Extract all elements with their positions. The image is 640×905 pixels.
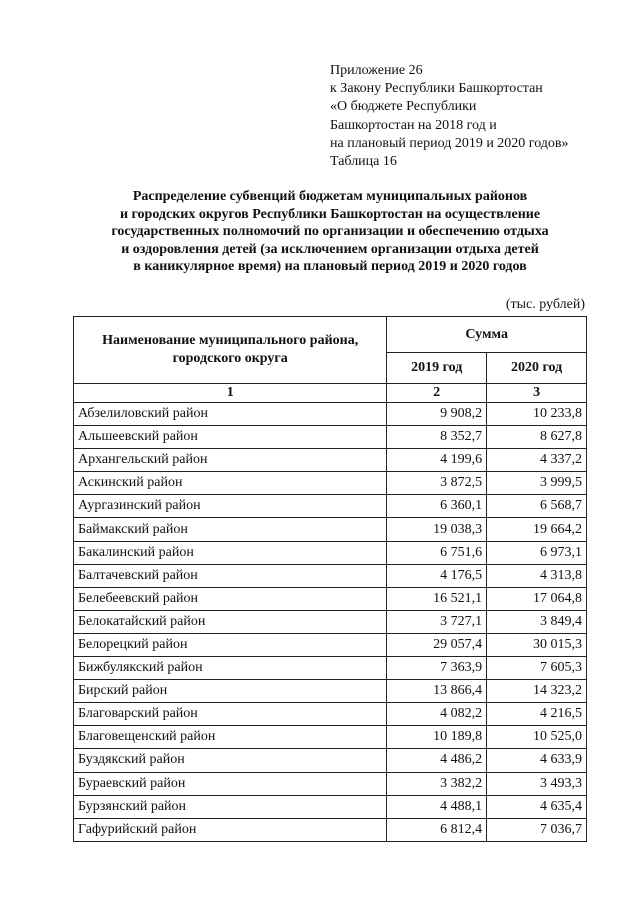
table-row: [74, 680, 587, 703]
table-row: [74, 587, 587, 610]
amount-2020-cell: 14 323,2: [487, 680, 587, 703]
amount-2019-cell: 4 488,1: [387, 795, 487, 818]
amount-2020-cell: 6 973,1: [487, 541, 587, 564]
amount-2020-cell: 10 233,8: [487, 403, 587, 426]
district-name-cell: Архангельский район: [74, 449, 387, 472]
amount-2020-cell: 19 664,2: [487, 518, 587, 541]
amount-2020-cell: 8 627,8: [487, 426, 587, 449]
amount-2020-cell: 30 015,3: [487, 633, 587, 656]
column-index: 3: [487, 384, 587, 403]
amount-2020-cell: 3 999,5: [487, 472, 587, 495]
annex-line: на плановый период 2019 и 2020 годов»: [330, 135, 569, 151]
amount-2019-cell: 4 082,2: [387, 703, 487, 726]
district-name-cell: Благоварский район: [74, 703, 387, 726]
amount-2020-cell: 4 216,5: [487, 703, 587, 726]
amount-2020-cell: 3 493,3: [487, 772, 587, 795]
title-line: и оздоровления детей (за исключением организации отдыха детей: [121, 241, 539, 257]
amount-2020-cell: 4 633,9: [487, 749, 587, 772]
district-name-cell: Белебеевский район: [74, 587, 387, 610]
table-row: [74, 795, 587, 818]
table-row: [74, 403, 587, 426]
amount-2020-cell: 10 525,0: [487, 726, 587, 749]
table-row: [74, 818, 587, 841]
district-name-cell: Аскинский район: [74, 472, 387, 495]
district-name-cell: Бирский район: [74, 680, 387, 703]
district-name-cell: Баймакский район: [74, 518, 387, 541]
district-name-cell: Бурзянский район: [74, 795, 387, 818]
table-row: [74, 749, 587, 772]
annex-line: к Закону Республики Башкортостан: [330, 81, 543, 97]
document-title: [60, 188, 600, 276]
column-index: 2: [387, 384, 487, 403]
table-row: [74, 633, 587, 656]
district-name-cell: Буздякский район: [74, 749, 387, 772]
district-name-cell: Бураевский район: [74, 772, 387, 795]
amount-2019-cell: 4 199,6: [387, 449, 487, 472]
column-index: 1: [74, 384, 387, 403]
amount-2019-cell: 3 872,5: [387, 472, 487, 495]
amount-2020-cell: 17 064,8: [487, 587, 587, 610]
column-header-2019: 2019 год: [387, 353, 487, 384]
amount-2019-cell: 6 751,6: [387, 541, 487, 564]
district-name-cell: Гафурийский район: [74, 818, 387, 841]
amount-2019-cell: 3 382,2: [387, 772, 487, 795]
title-line: и городских округов Республики Башкортостан на осуществление: [119, 206, 541, 222]
amount-2020-cell: 7 036,7: [487, 818, 587, 841]
title-line: Распределение субвенций бюджетам муниципальных районов: [132, 189, 528, 204]
amount-2020-cell: 6 568,7: [487, 495, 587, 518]
district-name-cell: Абзелиловский район: [74, 403, 387, 426]
district-name-cell: Альшеевский район: [74, 426, 387, 449]
annex-line: Таблица 16: [330, 154, 397, 170]
amount-2019-cell: 6 360,1: [387, 495, 487, 518]
column-header-2020: 2020 год: [487, 353, 587, 384]
table-row: [74, 564, 587, 587]
table-row: [74, 495, 587, 518]
amount-2020-cell: 4 337,2: [487, 449, 587, 472]
table-row: [74, 449, 587, 472]
table-row: [74, 610, 587, 633]
annex-line: Приложение 26: [330, 63, 423, 78]
column-header-name: Наименование муниципального района, городского округа: [74, 317, 387, 384]
table-row: [74, 541, 587, 564]
district-name-cell: Бижбулякский район: [74, 657, 387, 680]
amount-2020-cell: 4 313,8: [487, 564, 587, 587]
table-row: [74, 657, 587, 680]
subsidy-table: [73, 316, 587, 842]
table-body: [74, 403, 587, 842]
district-name-cell: Бакалинский район: [74, 541, 387, 564]
amount-2020-cell: 7 605,3: [487, 657, 587, 680]
amount-2019-cell: 8 352,7: [387, 426, 487, 449]
district-name-cell: Белорецкий район: [74, 633, 387, 656]
table-row: [74, 472, 587, 495]
amount-2019-cell: 19 038,3: [387, 518, 487, 541]
table-row: [74, 703, 587, 726]
amount-2019-cell: 3 727,1: [387, 610, 487, 633]
table-row: [74, 518, 587, 541]
annex-line: Башкортостан на 2018 год и: [330, 117, 497, 133]
annex-line: «О бюджете Республики: [330, 99, 477, 115]
amount-2019-cell: 10 189,8: [387, 726, 487, 749]
amount-2019-cell: 4 176,5: [387, 564, 487, 587]
amount-2019-cell: 7 363,9: [387, 657, 487, 680]
district-name-cell: Белокатайский район: [74, 610, 387, 633]
table-row: [74, 772, 587, 795]
table-row: [74, 726, 587, 749]
table-row: [74, 426, 587, 449]
amount-2019-cell: 13 866,4: [387, 680, 487, 703]
district-name-cell: Благовещенский район: [74, 726, 387, 749]
amount-2019-cell: 29 057,4: [387, 633, 487, 656]
amount-2019-cell: 4 486,2: [387, 749, 487, 772]
title-line: государственных полномочий по организации и обеспечению отдыха: [111, 224, 549, 240]
amount-2019-cell: 16 521,1: [387, 587, 487, 610]
amount-2020-cell: 4 635,4: [487, 795, 587, 818]
column-header-sum: Сумма: [387, 317, 587, 353]
annex-reference: [330, 62, 630, 171]
district-name-cell: Аургазинский район: [74, 495, 387, 518]
units-label: (тыс. рублей): [505, 297, 585, 312]
amount-2020-cell: 3 849,4: [487, 610, 587, 633]
title-line: в каникулярное время) на плановый период 2019 и 2020 годов: [133, 259, 527, 275]
amount-2019-cell: 9 908,2: [387, 403, 487, 426]
amount-2019-cell: 6 812,4: [387, 818, 487, 841]
district-name-cell: Балтачевский район: [74, 564, 387, 587]
